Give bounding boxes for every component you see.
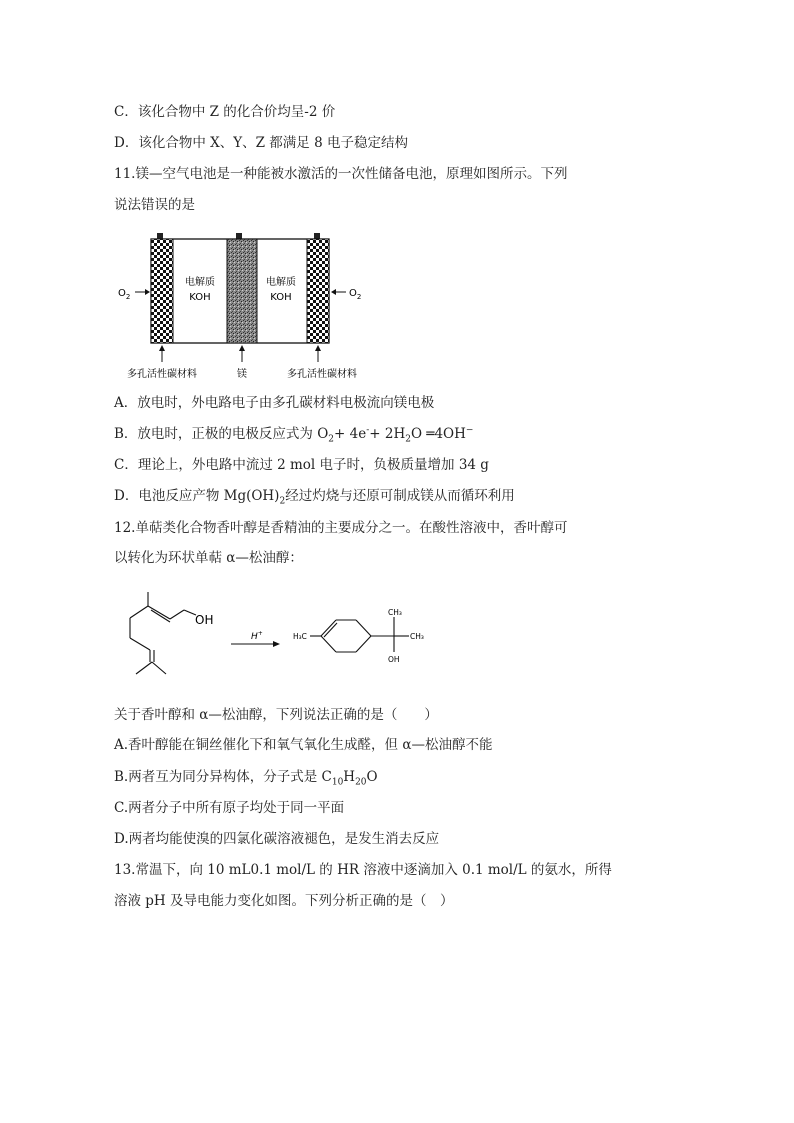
q11-stem-line1: 11.镁—空气电池是一种能被水激活的一次性储备电池，原理如图所示。下列 — [114, 166, 568, 182]
reaction-arrowhead — [273, 641, 280, 647]
q11-stem-line2: 说法错误的是 — [114, 197, 195, 213]
terpineol-h3c-label: H₃C — [293, 632, 307, 641]
q12-option-c: C.两者分子中所有原子均处于同一平面 — [114, 800, 345, 816]
q12-option-b: B.两者互为同分异构体，分子式是 $C_{10}H_{20}O$ — [114, 769, 378, 788]
magnesium-electrode — [227, 239, 257, 343]
q11-option-b: B．放电时，正极的电极反应式为 $O_2+ 4e^-+ 2H_2O$ ═4OH− — [114, 425, 474, 445]
q11-option-c: C．理论上，外电路中流过 2 mol 电子时，负极质量增加 34 g — [114, 457, 489, 473]
right-o2-arrowhead — [331, 289, 336, 295]
middle-label-arrowhead — [239, 345, 245, 351]
battery-diagram — [115, 228, 375, 388]
q12-option-a: A.香叶醇能在铜丝催化下和氧气氧化生成醛，但 α—松油醇不能 — [114, 737, 493, 753]
left-electrode-caption: 多孔活性碳材料 — [127, 369, 197, 380]
left-o2-arrowhead — [145, 289, 150, 295]
q13-stem-line1: 13.常温下，向 10 mL0.1 mol/L 的 HR 溶液中逐滴加入 0.1 mol/L 的氨水，所得 — [114, 862, 612, 878]
q10-option-c: C．该化合物中 Z 的化合价均呈-2 价 — [114, 104, 336, 120]
right-label-arrowhead — [315, 345, 321, 351]
right-electrolyte-label: 电解质 — [266, 277, 296, 288]
reaction-condition: H+ — [251, 630, 263, 642]
geraniol-oh-label: OH — [195, 613, 214, 627]
right-electrode-caption: 多孔活性碳材料 — [287, 369, 357, 380]
left-carbon-electrode — [151, 239, 173, 343]
left-koh-label: KOH — [189, 292, 211, 303]
left-label-arrowhead — [159, 345, 165, 351]
right-koh-label: KOH — [270, 292, 292, 303]
right-o2-label: $O_2$ — [349, 288, 362, 301]
middle-electrode-caption: 镁 — [237, 369, 247, 380]
q13-stem-line2: 溶液 pH 及导电能力变化如图。下列分析正确的是（ ） — [114, 893, 454, 909]
q11-option-a: A．放电时，外电路电子由多孔碳材料电极流向镁电极 — [114, 395, 435, 411]
left-o2-label: $O_2$ — [118, 288, 131, 301]
geraniol-structure — [130, 592, 196, 674]
q12-question: 关于香叶醇和 α—松油醇，下列说法正确的是（ ） — [114, 707, 438, 723]
q12-option-d: D.两者均能使溴的四氯化碳溶液褪色，是发生消去反应 — [114, 831, 440, 847]
terpineol-ch3-right-label: CH₃ — [410, 632, 424, 641]
right-carbon-electrode — [307, 239, 329, 343]
left-electrolyte-label: 电解质 — [185, 277, 215, 288]
q11-option-d: D．电池反应产物 $Mg(OH)_2$经过灼烧与还原可制成镁从而循环利用 — [114, 488, 515, 507]
q12-stem-line2: 以转化为环状单萜 α—松油醇： — [114, 550, 303, 566]
terpineol-ch3-top-label: CH₃ — [388, 608, 402, 617]
reaction-scheme — [118, 580, 458, 695]
terpineol-structure — [310, 617, 409, 652]
q12-stem-line1: 12.单萜类化合物香叶醇是香精油的主要成分之一。在酸性溶液中，香叶醇可 — [114, 520, 568, 536]
terpineol-oh-label: OH — [388, 655, 400, 664]
q10-option-d: D．该化合物中 X、Y、Z 都满足 8 电子稳定结构 — [114, 135, 408, 151]
